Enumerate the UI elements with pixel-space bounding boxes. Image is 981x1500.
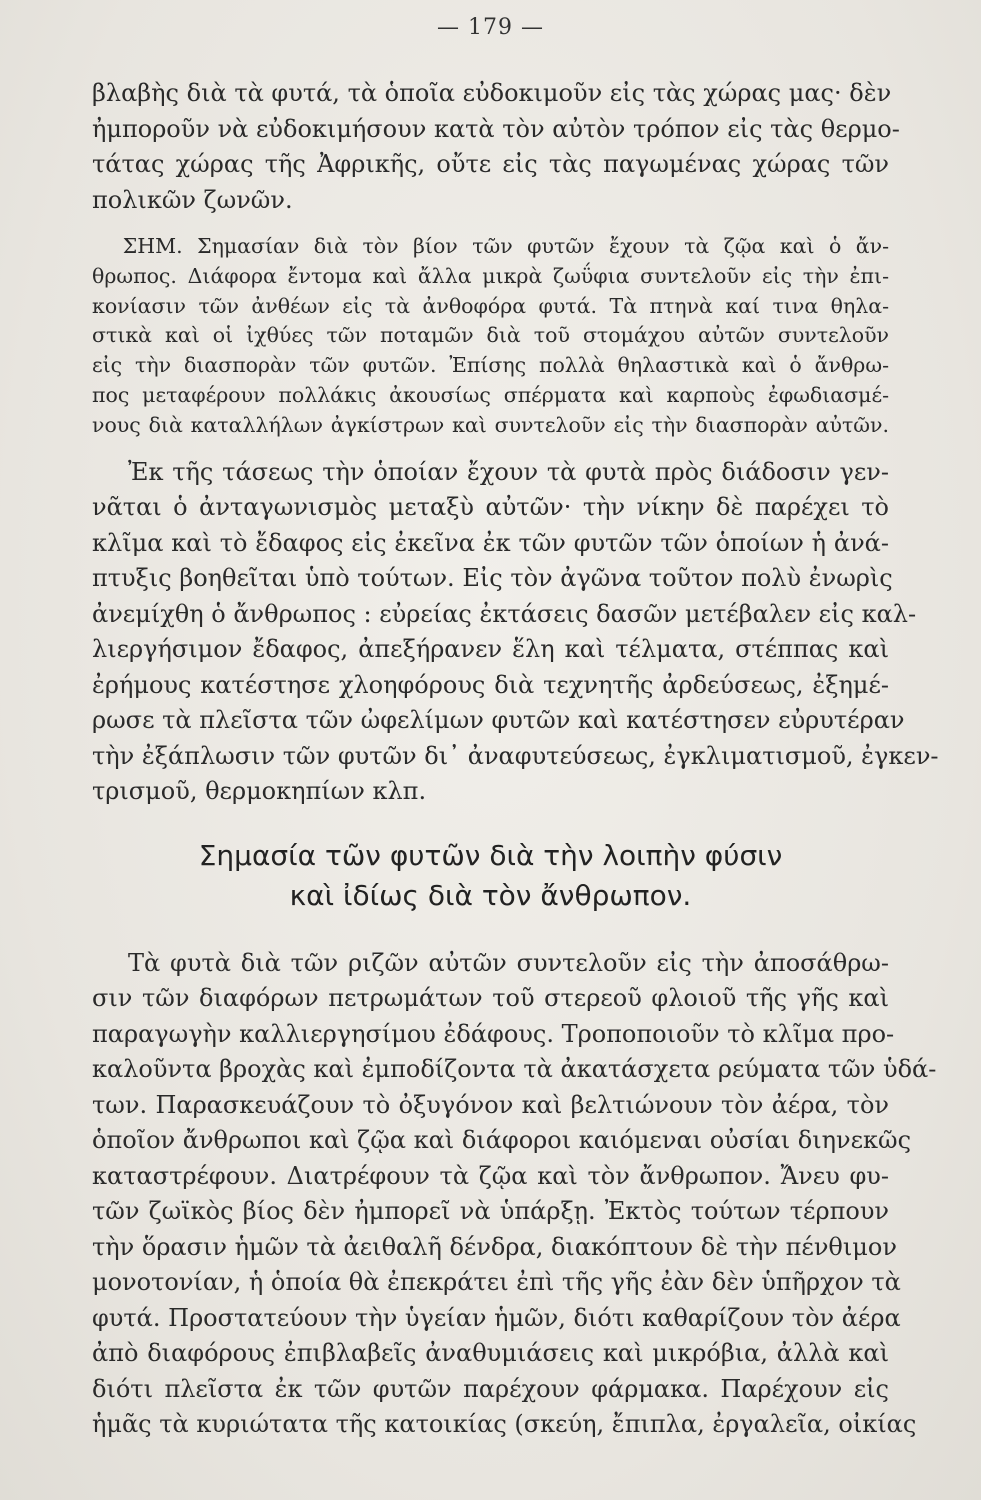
text-line: τρισμοῦ, θερμοκηπίων κλπ. <box>92 777 427 806</box>
text-line: πτυξις βοηθεῖται ὑπὸ τούτων. Εἰς τὸν ἀγῶνα τοῦτον πολὺ ἐνωρὶς <box>92 564 893 593</box>
text-line: διότι πλεῖστα ἐκ τῶν φυτῶν παρέχουν φάρμακα. Παρέχουν εἰς <box>92 1374 889 1403</box>
text-line: σιν τῶν διαφόρων πετρωμάτων τοῦ στερεοῦ φλοιοῦ τῆς γῆς καὶ <box>92 984 889 1013</box>
text-line: Ἐκ τῆς τάσεως τὴν ὁποίαν ἔχουν τὰ φυτὰ πρὸς διάδοσιν γεν- <box>128 457 889 486</box>
paragraph-importance <box>92 946 937 1443</box>
note-paragraph <box>92 232 889 441</box>
text-line: βλαβὴς διὰ τὰ φυτά, τὰ ὁποῖα εὐδοκιμοῦν εἰς τὰς χώρας μας· δὲν <box>92 79 892 107</box>
text-line: τάτας χώρας τῆς Ἀφρικῆς, οὔτε εἰς τὰς παγωμένας χώρας τῶν <box>92 150 889 178</box>
text-line: καταστρέφουν. Διατρέφουν τὰ ζῷα καὶ τὸν ἄνθρωπον. Ἄνευ φυ- <box>92 1161 889 1190</box>
text-line: ἠμποροῦν νὰ εὐδοκιμήσουν κατὰ τὸν αὐτὸν τρόπον εἰς τὰς θερμο- <box>92 114 900 143</box>
note-line: πος μεταφέρουν πολλάκις ἀκουσίως σπέρματα καὶ καρποὺς ἐφωδιασμέ- <box>92 382 889 407</box>
text-line: Τὰ φυτὰ διὰ τῶν ριζῶν αὐτῶν συντελοῦν εἰς τὴν ἀποσάθρω- <box>128 948 889 977</box>
note-line: ΣΗΜ. Σημασίαν διὰ τὸν βίον τῶν φυτῶν ἔχουν τὰ ζῷα καὶ ὁ ἄν- <box>122 234 889 258</box>
heading-line: καὶ ἰδίως διὰ τὸν ἄνθρωπον. <box>289 878 692 912</box>
text-line: ἀνεμίχθη ὁ ἄνθρωπος : εὐρείας ἐκτάσεις δασῶν μετέβαλεν εἰς καλ- <box>92 599 917 628</box>
paragraph-intro <box>92 76 900 218</box>
heading-line: Σημασία τῶν φυτῶν διὰ τὴν λοιπὴν φύσιν <box>198 838 783 872</box>
section-heading <box>92 836 889 916</box>
text-line: ἡμᾶς τὰ κυριώτατα τῆς κατοικίας (σκεύη, ἔπιπλα, ἐργαλεῖα, οἰκίας <box>92 1410 917 1439</box>
page-number: — 179 — <box>437 15 544 40</box>
text-line: ἐρήμους κατέστησε χλοηφόρους διὰ τεχνητῆς ἀρδεύσεως, ἐξημέ- <box>92 670 889 699</box>
text-line: τῶν ζωϊκὸς βίος δὲν ἠμπορεῖ νὰ ὑπάρξῃ. Ἐκτὸς τούτων τέρπουν <box>92 1197 889 1226</box>
note-line: νους διὰ καταλλήλων ἀγκίστρων καὶ συντελοῦν εἰς τὴν διασπορὰν αὐτῶν. <box>92 412 889 437</box>
text-line: μονοτονίαν, ἡ ὁποία θὰ ἐπεκράτει ἐπὶ τῆς γῆς ἐὰν δὲν ὑπῆρχον τὰ <box>92 1268 901 1297</box>
note-line: στικὰ καὶ οἱ ἰχθύες τῶν ποταμῶν διὰ τοῦ στομάχου αὐτῶν συντελοῦν <box>92 323 889 348</box>
text-line: παραγωγὴν καλλιεργησίμου ἐδάφους. Τροποποιοῦν τὸ κλῖμα προ- <box>92 1019 895 1048</box>
text-line: καλοῦντα βροχὰς καὶ ἐμποδίζοντα τὰ ἀκατάσχετα ρεύματα τῶν ὑδά- <box>92 1055 937 1084</box>
text-line: τὴν ὅρασιν ἡμῶν τὰ ἀειθαλῆ δένδρα, διακόπτουν δὲ τὴν πένθιμον <box>92 1232 897 1261</box>
text-line: των. Παρασκευάζουν τὸ ὀξυγόνον καὶ βελτιώνουν τὸν ἀέρα, τὸν <box>92 1090 889 1119</box>
text-line: ὁποῖον ἄνθρωποι καὶ ζῷα καὶ διάφοροι καιόμεναι οὐσίαι διηνεκῶς <box>92 1126 912 1155</box>
text-line: ἀπὸ διαφόρους ἐπιβλαβεῖς ἀναθυμιάσεις καὶ μικρόβια, ἀλλὰ καὶ <box>92 1339 889 1368</box>
text-line: ρωσε τὰ πλεῖστα τῶν ὠφελίμων φυτῶν καὶ κατέστησεν εὐρυτέραν <box>92 706 905 735</box>
text-line: φυτά. Προστατεύουν τὴν ὑγείαν ἡμῶν, διότι καθαρίζουν τὸν ἀέρα <box>92 1303 901 1332</box>
note-line: κονίασιν τῶν ἀνθέων εἰς τὰ ἀνθοφόρα φυτά. Τὰ πτηνὰ καί τινα θηλα- <box>92 293 889 318</box>
paragraph-competition <box>92 455 939 810</box>
text-line: τὴν ἐξάπλωσιν τῶν φυτῶν δι᾽ ἀναφυτεύσεως, ἐγκλιματισμοῦ, ἐγκεν- <box>92 741 939 770</box>
note-line: θρωπος. Διάφορα ἔντομα καὶ ἄλλα μικρὰ ζωΰφια συντελοῦν εἰς τὴν ἐπι- <box>92 263 889 288</box>
text-line: λιεργήσιμον ἔδαφος, ἀπεξήρανεν ἕλη καὶ τέλματα, στέππας καὶ <box>92 635 889 664</box>
text-line: πολικῶν ζωνῶν. <box>92 185 293 214</box>
text-line: νᾶται ὁ ἀνταγωνισμὸς μεταξὺ αὐτῶν· τὴν νίκην δὲ παρέχει τὸ <box>92 493 889 522</box>
text-line: κλῖμα καὶ τὸ ἔδαφος εἰς ἐκεῖνα ἐκ τῶν φυτῶν τῶν ὁποίων ἡ ἀνά- <box>92 528 889 557</box>
note-line: εἰς τὴν διασπορὰν τῶν φυτῶν. Ἐπίσης πολλὰ θηλαστικὰ καὶ ὁ ἄνθρω- <box>92 353 889 378</box>
